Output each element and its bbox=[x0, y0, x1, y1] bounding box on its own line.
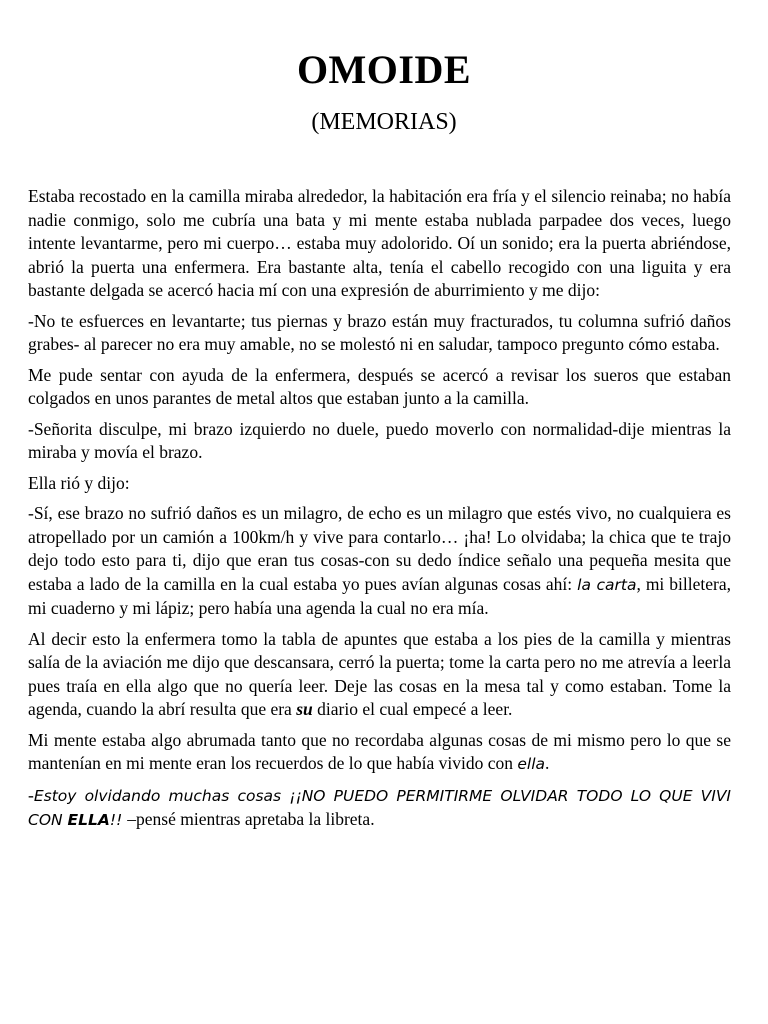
paragraph-text: -Sí, ese brazo no sufrió daños es un milagro, de echo es un milagro que estés vivo, no cualquiera es atropellado por un camión a 100km/h y vive para contarlo… ¡ha! Lo olvidaba; la chica que te trajo dejo todo esto para ti, dijo que eran tus cosas-con su dedo índice señalo una pequeña mesita que estaba a lado de la camilla en la cual estaba yo pues avían algunas cosas ahí: bbox=[28, 503, 731, 594]
paragraph: Me pude sentar con ayuda de la enfermera, después se acercó a revisar los sueros que estaban colgados en unos parantes de metal altos que estaban junto a la camilla. bbox=[28, 364, 731, 408]
paragraph-text: diario el cual empecé a leer. bbox=[312, 699, 513, 719]
paragraph bbox=[28, 729, 731, 777]
bold-italic-emphasis: ELLA bbox=[67, 811, 110, 829]
paragraph: -No te esfuerces en levantarte; tus piernas y brazo están muy fracturados, tu columna sufrió daños grabes- al parecer no era muy amable, no se molestó ni en saludar, tampoco pregunto cómo estaba. bbox=[28, 310, 731, 354]
paragraph-text: –pensé mientras apretaba la libreta. bbox=[127, 809, 375, 829]
paragraph bbox=[28, 784, 731, 833]
italic-thought: !! bbox=[109, 811, 128, 829]
paragraph: Estaba recostado en la camilla miraba alrededor, la habitación era fría y el silencio reinaba; no había nadie conmigo, solo me cubría una bata y mi mente estaba nublada parpadee dos veces, luego intente levantarme, pero mi cuerpo… estaba muy adolorido. Oí un sonido; era la puerta abriéndose, abrió la puerta una enfermera. Era bastante alta, tenía el cabello recogido con una liguita y era bastante delgada se acercó hacia mí con una expresión de aburrimiento y me dijo: bbox=[28, 186, 731, 300]
italic-thought: Estoy olvidando muchas cosas ¡¡NO PUEDO PERMITIRME OLVIDAR TODO LO QUE VIVI CON bbox=[28, 786, 731, 829]
bold-italic-emphasis: su bbox=[296, 699, 313, 719]
italic-emphasis: ella bbox=[517, 755, 546, 773]
italic-emphasis: la carta bbox=[577, 575, 637, 594]
paragraph-text: Mi mente estaba algo abrumada tanto que no recordaba algunas cosas de mi mismo pero lo que se mantenían en mi mente eran los recuerdos de lo que había vivido con bbox=[28, 729, 731, 773]
paragraph: -Señorita disculpe, mi brazo izquierdo no duele, puedo moverlo con normalidad-dije mientras la miraba y movía el brazo. bbox=[28, 418, 731, 462]
paragraph bbox=[28, 502, 731, 621]
paragraph bbox=[28, 628, 731, 722]
paragraph-text: . bbox=[545, 753, 550, 773]
document-subtitle: (MEMORIAS) bbox=[311, 109, 457, 135]
paragraph-text: Al decir esto la enfermera tomo la tabla de apuntes que estaba a los pies de la camilla y mientras salía de la aviación me dijo que descansara, cerró la puerta; tome la carta pero no me atrevía a leerla pues traía en ella algo que no quería leer. Deje las cosas en la mesa tal y como estaban. Tome la agenda, cuando la abrí resulta que era bbox=[28, 628, 731, 719]
document-title: OMOIDE bbox=[296, 47, 472, 92]
paragraph: Ella rió y dijo: bbox=[28, 472, 130, 493]
paragraph-text: , mi billetera, mi cuaderno y mi lápiz; pero había una agenda la cual no era mía. bbox=[28, 573, 731, 618]
document-body bbox=[28, 185, 731, 833]
paragraph-text: - bbox=[28, 784, 34, 805]
